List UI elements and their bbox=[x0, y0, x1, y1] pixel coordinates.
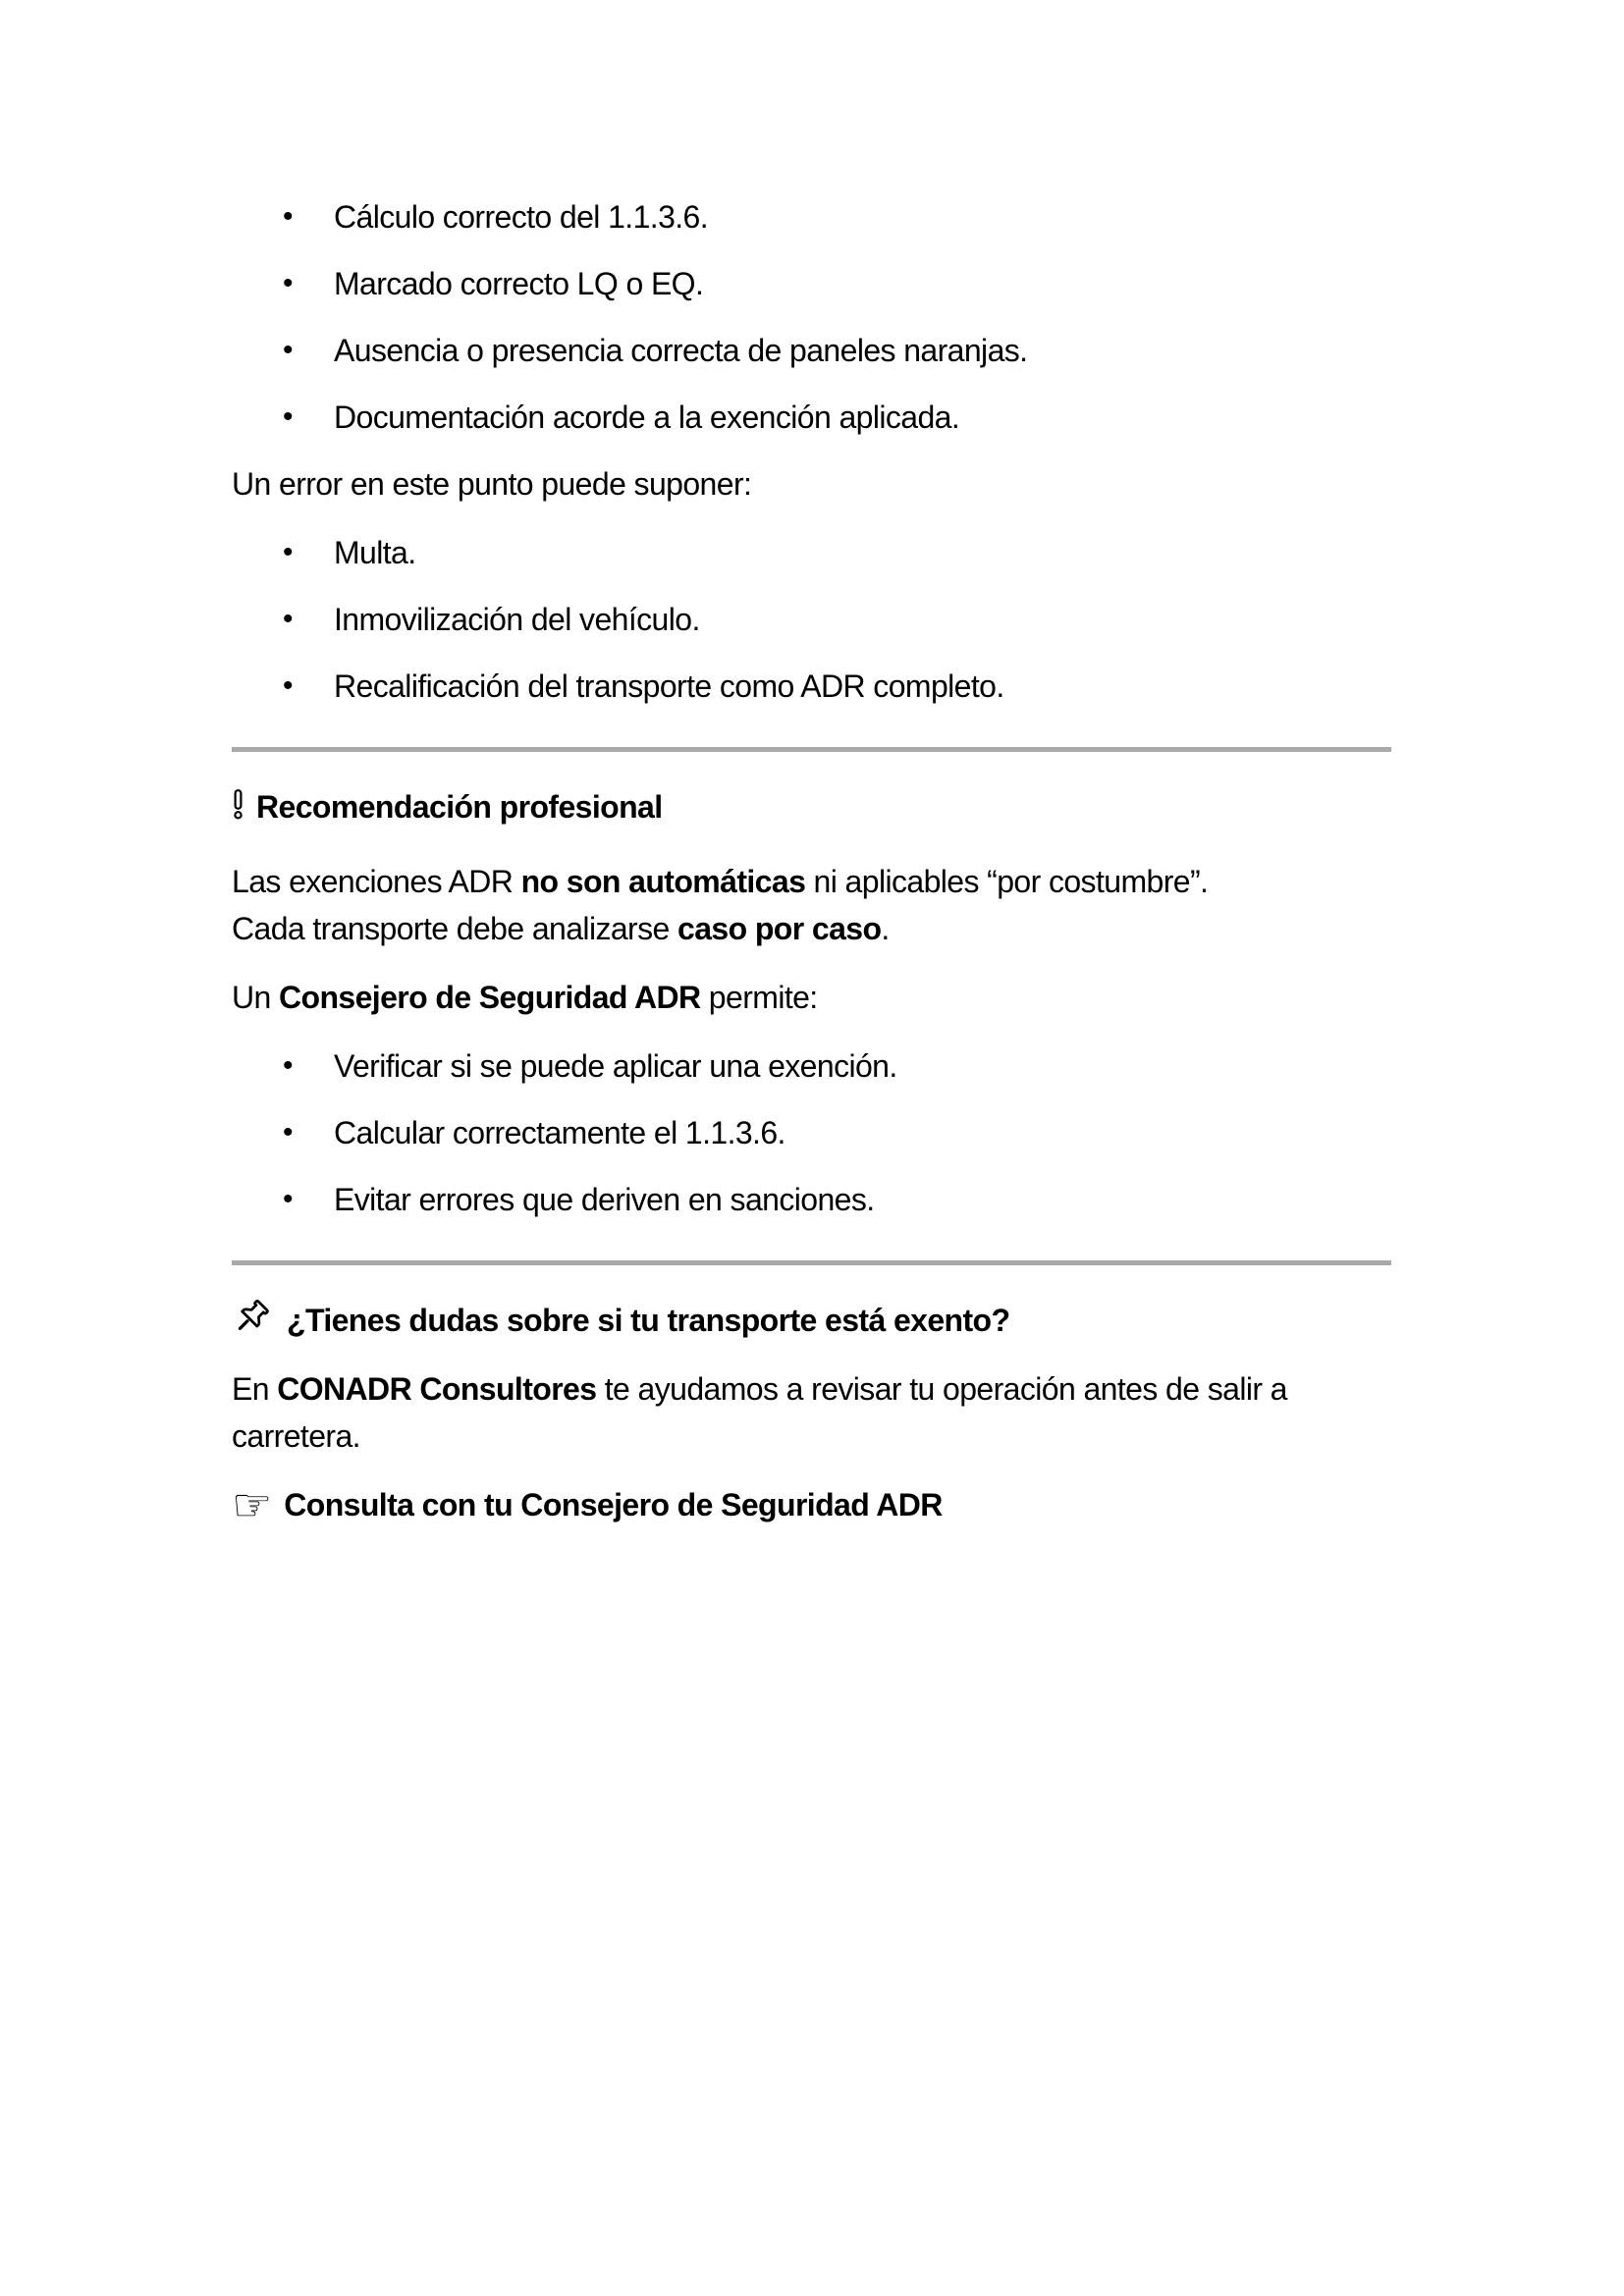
text-segment: Cada transporte debe analizarse bbox=[232, 911, 677, 946]
text-segment-bold: CONADR Consultores bbox=[277, 1371, 597, 1407]
cta-body-paragraph bbox=[232, 1365, 1391, 1460]
text-segment: Las exenciones ADR bbox=[232, 864, 521, 899]
text-segment: Un bbox=[232, 980, 279, 1015]
recommendation-title-text: Recomendación profesional bbox=[256, 789, 663, 825]
text-segment-bold: caso por caso bbox=[677, 911, 882, 946]
text-segment-bold: no son automáticas bbox=[520, 864, 806, 899]
advisor-paragraph bbox=[232, 974, 1391, 1021]
benefit-item: • Verificar si se puede aplicar una exención. bbox=[334, 1042, 1391, 1090]
consequence-item: • Recalificación del transporte como ADR completo. bbox=[334, 663, 1391, 710]
benefit-item: • Evitar errores que deriven en sanciones. bbox=[334, 1176, 1391, 1223]
recommendation-heading bbox=[232, 783, 1391, 830]
consequence-item: • Inmovilización del vehículo. bbox=[334, 596, 1391, 643]
checklist-item: • Documentación acorde a la exención aplicada. bbox=[334, 394, 1391, 441]
benefits-list bbox=[232, 1042, 1391, 1223]
text-segment: permite: bbox=[700, 980, 818, 1015]
text-segment: En bbox=[232, 1371, 278, 1407]
cta-action-text: Consulta con tu Consejero de Seguridad ADR bbox=[284, 1487, 943, 1522]
text-segment: ni aplicables “por costumbre”. bbox=[805, 864, 1209, 899]
checklist-item: • Marcado correcto LQ o EQ. bbox=[334, 260, 1391, 307]
cta-action-line: ☞ Consulta con tu Consejero de Seguridad ADR bbox=[232, 1478, 943, 1531]
cta-question-text: ¿Tienes dudas sobre si tu transporte está exento? bbox=[287, 1303, 1010, 1338]
error-intro-paragraph: Un error en este punto puede suponer: bbox=[232, 466, 752, 502]
section-divider bbox=[232, 747, 1391, 752]
checklist-item: • Ausencia o presencia correcta de paneles naranjas. bbox=[334, 327, 1391, 374]
consequences-list bbox=[232, 529, 1391, 710]
checklist-item: • Cálculo correcto del 1.1.3.6. bbox=[334, 193, 1391, 240]
consequence-item: • Multa. bbox=[334, 529, 1391, 576]
cta-question-heading bbox=[232, 1297, 1391, 1344]
checklist bbox=[232, 193, 1391, 441]
benefit-item: • Calcular correctamente el 1.1.3.6. bbox=[334, 1109, 1391, 1156]
text-segment: te ayudamos a revisar tu operación antes de salir a carretera. bbox=[232, 1371, 1287, 1454]
text-segment: . bbox=[881, 911, 890, 946]
exclamation-icon bbox=[232, 789, 244, 820]
text-segment-bold: Consejero de Seguridad ADR bbox=[279, 980, 701, 1015]
exemptions-paragraph bbox=[232, 858, 1391, 952]
pushpin-icon bbox=[232, 1298, 273, 1341]
section-divider bbox=[232, 1260, 1391, 1265]
